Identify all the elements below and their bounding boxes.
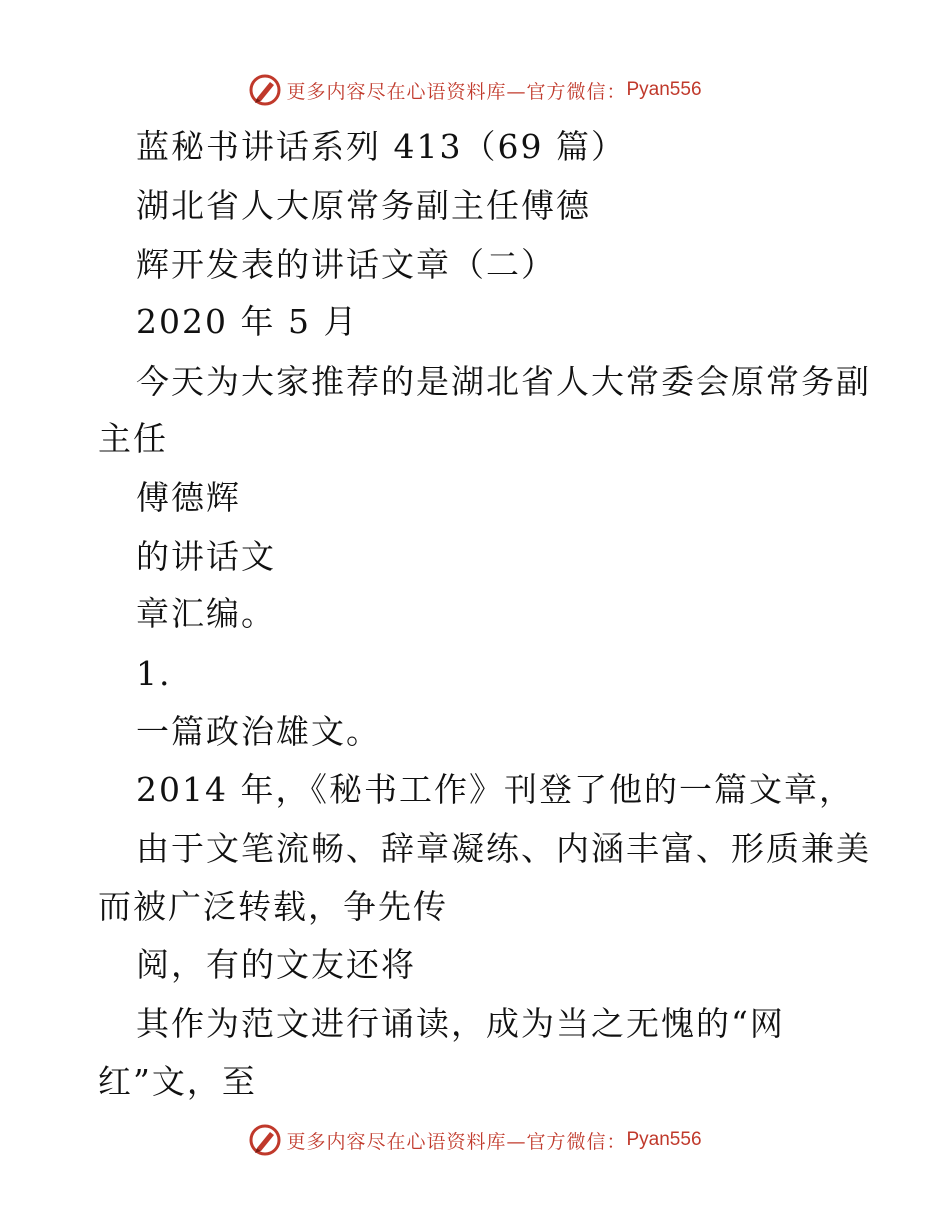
doc-line-date: 2020 年 5 月 [136,302,359,341]
doc-line-title-part2: 辉开发表的讲话文章（二） [136,245,556,284]
doc-line-compilation: 章汇编。 [136,594,276,633]
doc-line-paragraph-3: 而被广泛转载，争先传 [98,887,448,926]
doc-line-paragraph-5: 其作为范文进行诵读，成为当之无愧的“网 [136,1004,785,1043]
doc-line-speech: 的讲话文 [136,537,276,576]
doc-line-series-title: 蓝秘书讲话系列 413（69 篇） [136,127,626,166]
doc-line-paragraph-1: 2014 年，《秘书工作》刊登了他的一篇文章， [136,770,854,809]
red-pen-logo-icon [248,1123,282,1157]
doc-line-paragraph-4: 阅，有的文友还将 [136,945,416,984]
watermark-text: 更多内容尽在心语资料库—官方微信： [286,1130,627,1153]
watermark-text: 更多内容尽在心语资料库—官方微信： [286,80,627,103]
watermark-wechat-id: Pyan556 [626,79,702,100]
doc-line-paragraph-2: 由于文笔流畅、辞章凝练、内涵丰富、形质兼美 [136,829,871,868]
footer-watermark [0,1120,950,1160]
doc-line-title-part1: 湖北省人大原常务副主任傅德 [136,186,591,225]
doc-line-name: 傅德辉 [136,478,241,517]
watermark-wechat-id: Pyan556 [626,1129,702,1150]
doc-line-intro: 今天为大家推荐的是湖北省人大常委会原常务副 [136,362,871,401]
red-pen-logo-icon [248,73,282,107]
doc-line-section-number: 1. [136,654,172,693]
doc-line-paragraph-6: 红”文，至 [98,1062,257,1101]
doc-line-section-heading: 一篇政治雄文。 [136,712,381,751]
doc-line-intro-cont: 主任 [98,419,168,458]
header-watermark [0,70,950,110]
